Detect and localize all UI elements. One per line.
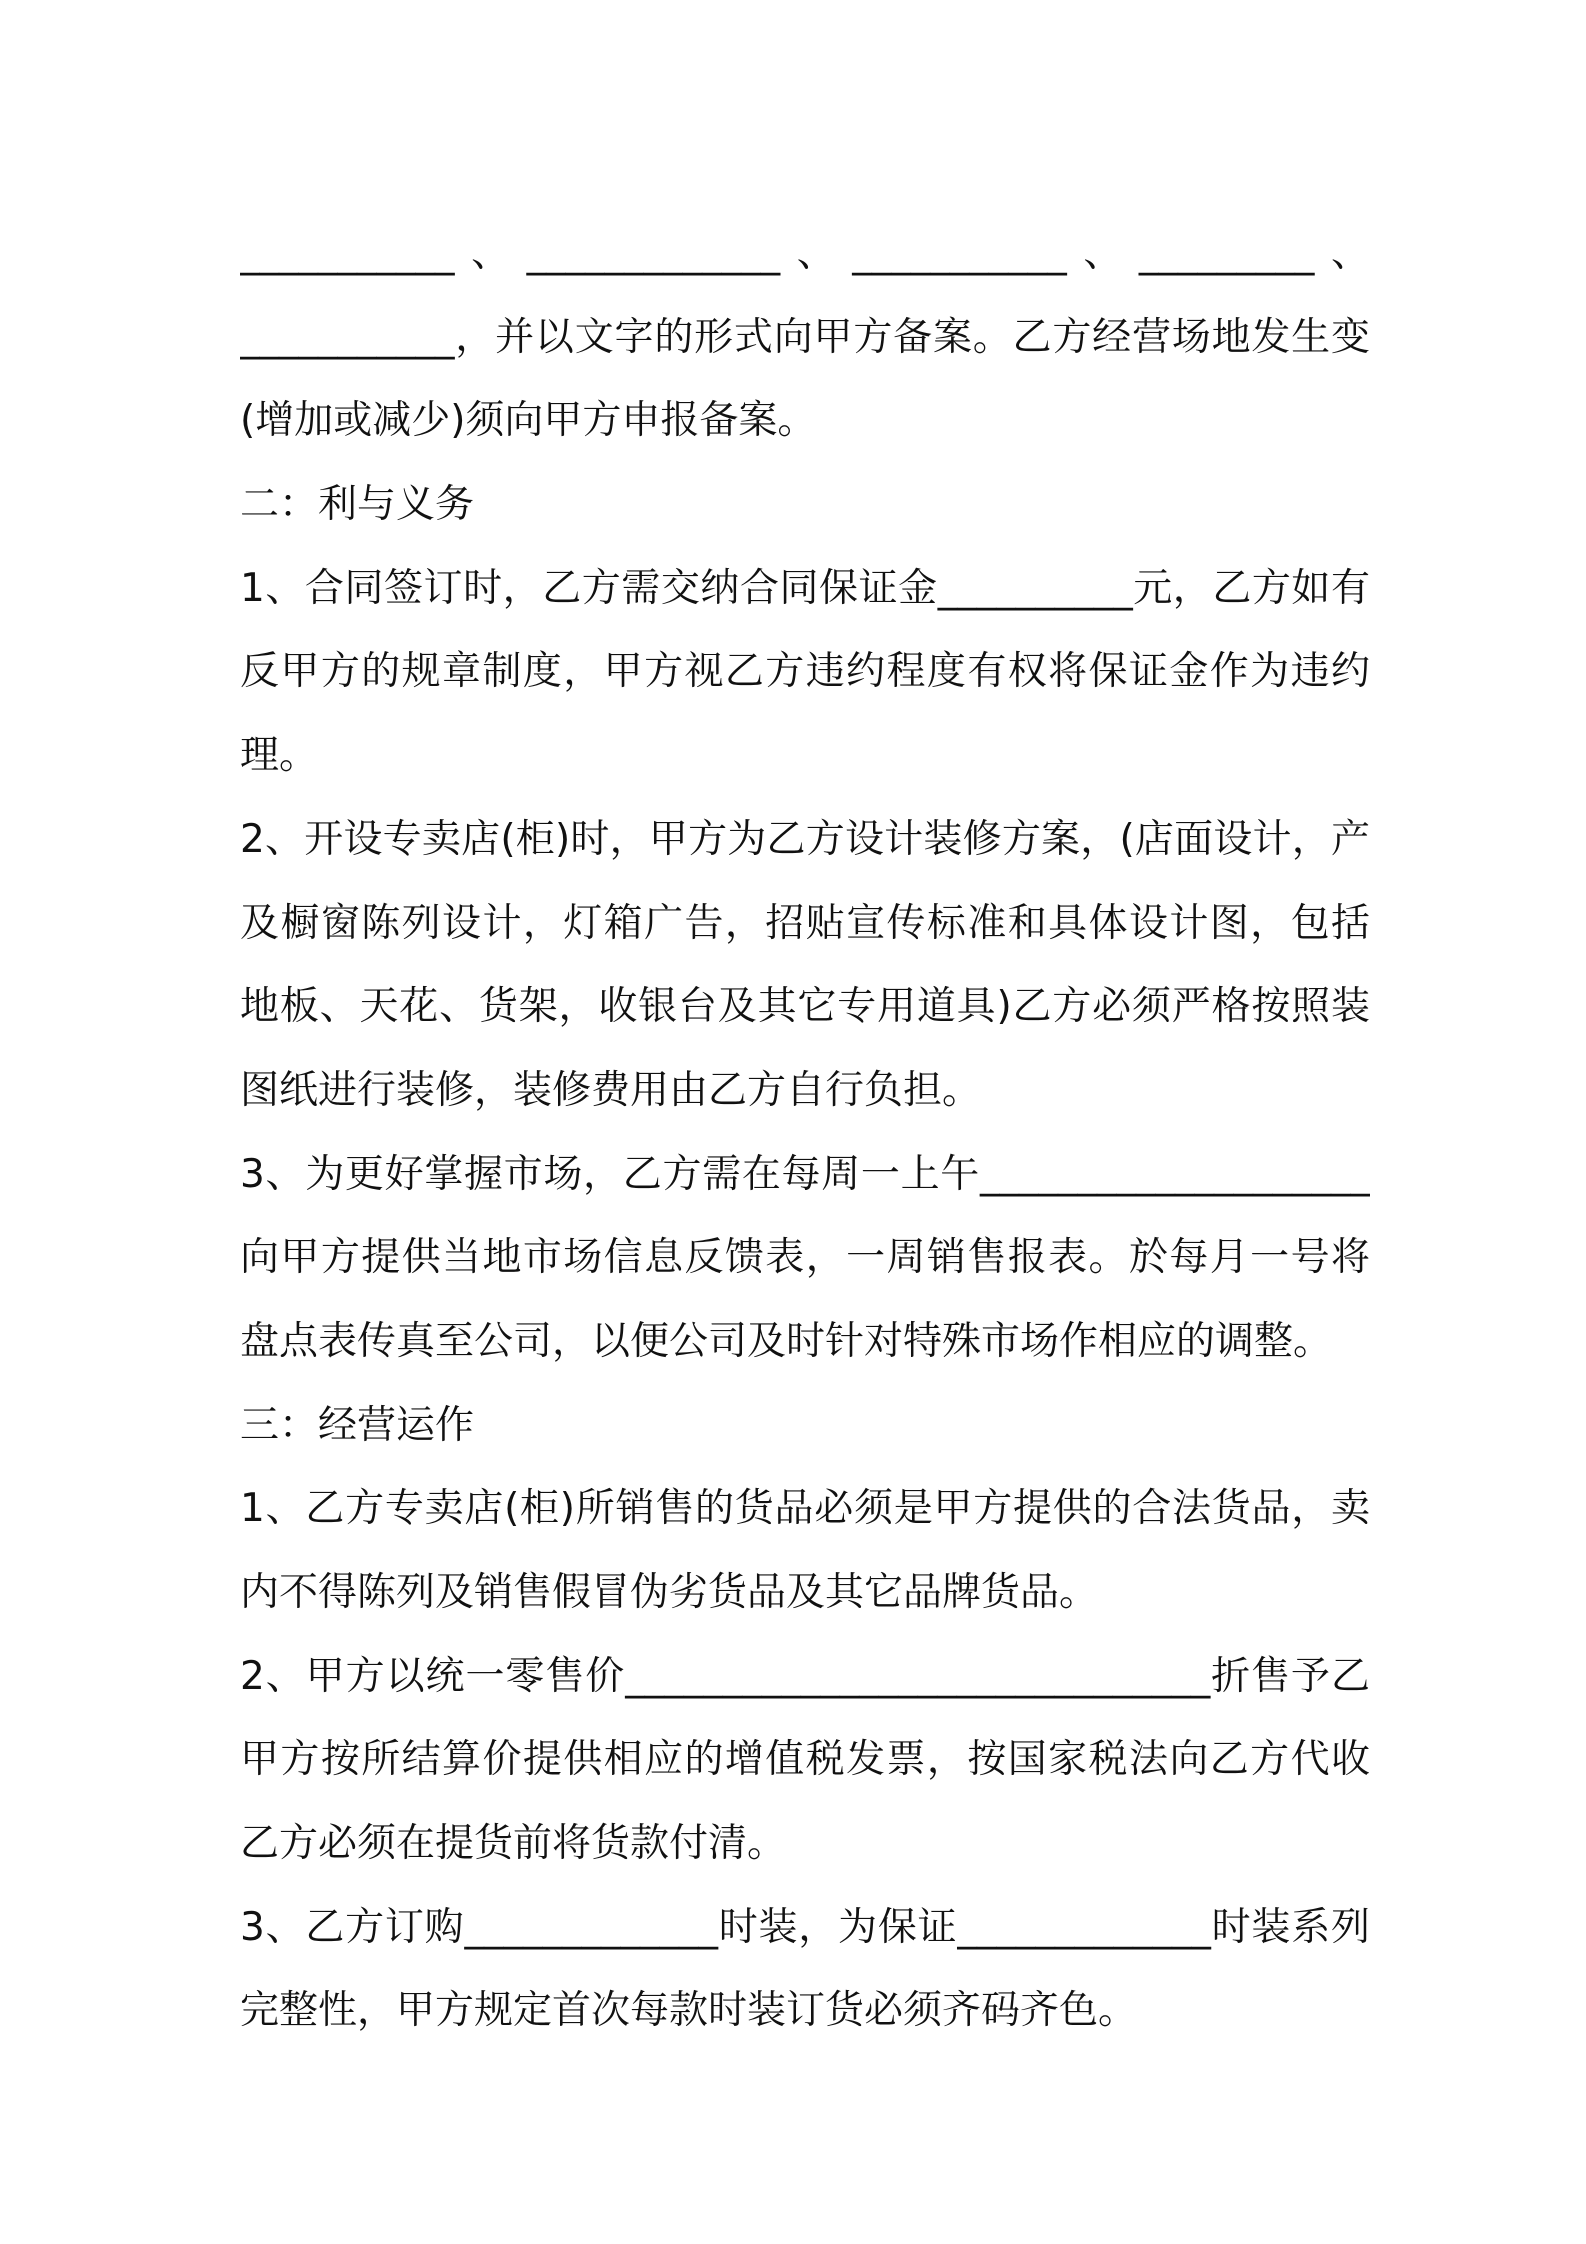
section-heading: 三：经营运作: [240, 1402, 475, 1448]
text-line: 反甲方的规章制度，甲方视乙方违约程度有权将保证金作为违约: [240, 649, 1370, 695]
text-line: 向甲方提供当地市场信息反馈表，一周销售报表。於每月一号将: [240, 1235, 1370, 1281]
document-body: [240, 212, 1370, 2053]
text-line: 2、开设专卖店(柜)时，甲方为乙方设计装修方案，(店面设计，产: [240, 816, 1370, 862]
text-line: 内不得陈列及销售假冒伪劣货品及其它品牌货品。: [240, 1570, 1099, 1615]
text-line: ___________，并以文字的形式向甲方备案。乙方经营场地发生变: [240, 314, 1370, 360]
text-line: 1、合同签订时，乙方需交纳合同保证金__________元，乙方如有: [240, 565, 1370, 611]
text-line: 地板、天花、货架，收银台及其它专用道具)乙方必须严格按照装: [240, 984, 1370, 1030]
text-line: 2、甲方以统一零售价______________________________折售予乙: [240, 1653, 1370, 1699]
text-line: (增加或减少)须向甲方申报备案。: [240, 398, 817, 444]
text-line: 理。: [240, 733, 319, 779]
text-line: 及橱窗陈列设计，灯箱广告，招贴宣传标准和具体设计图，包括: [240, 900, 1370, 946]
text-line: 完整性，甲方规定首次每款时装订货必须齐码齐色。: [240, 1988, 1138, 2034]
text-line: 3、为更好掌握市场，乙方需在每周一上午____________________: [240, 1151, 1370, 1197]
text-line: 乙方必须在提货前将货款付清。: [240, 1821, 787, 1867]
section-heading: 二：利与义务: [240, 482, 475, 528]
text-line: 1、乙方专卖店(柜)所销售的货品必须是甲方提供的合法货品，卖: [240, 1486, 1370, 1532]
text-line: 图纸进行装修，装修费用由乙方自行负担。: [240, 1067, 982, 1113]
text-line: 3、乙方订购_____________时装，为保证_____________时装系列: [240, 1904, 1370, 1950]
text-line: ___________、_____________、___________、_________、: [240, 231, 1370, 276]
text-line: 甲方按所结算价提供相应的增值税发票，按国家税法向乙方代收: [240, 1737, 1370, 1783]
text-line: 盘点表传真至公司，以便公司及时针对特殊市场作相应的调整。: [240, 1318, 1333, 1364]
